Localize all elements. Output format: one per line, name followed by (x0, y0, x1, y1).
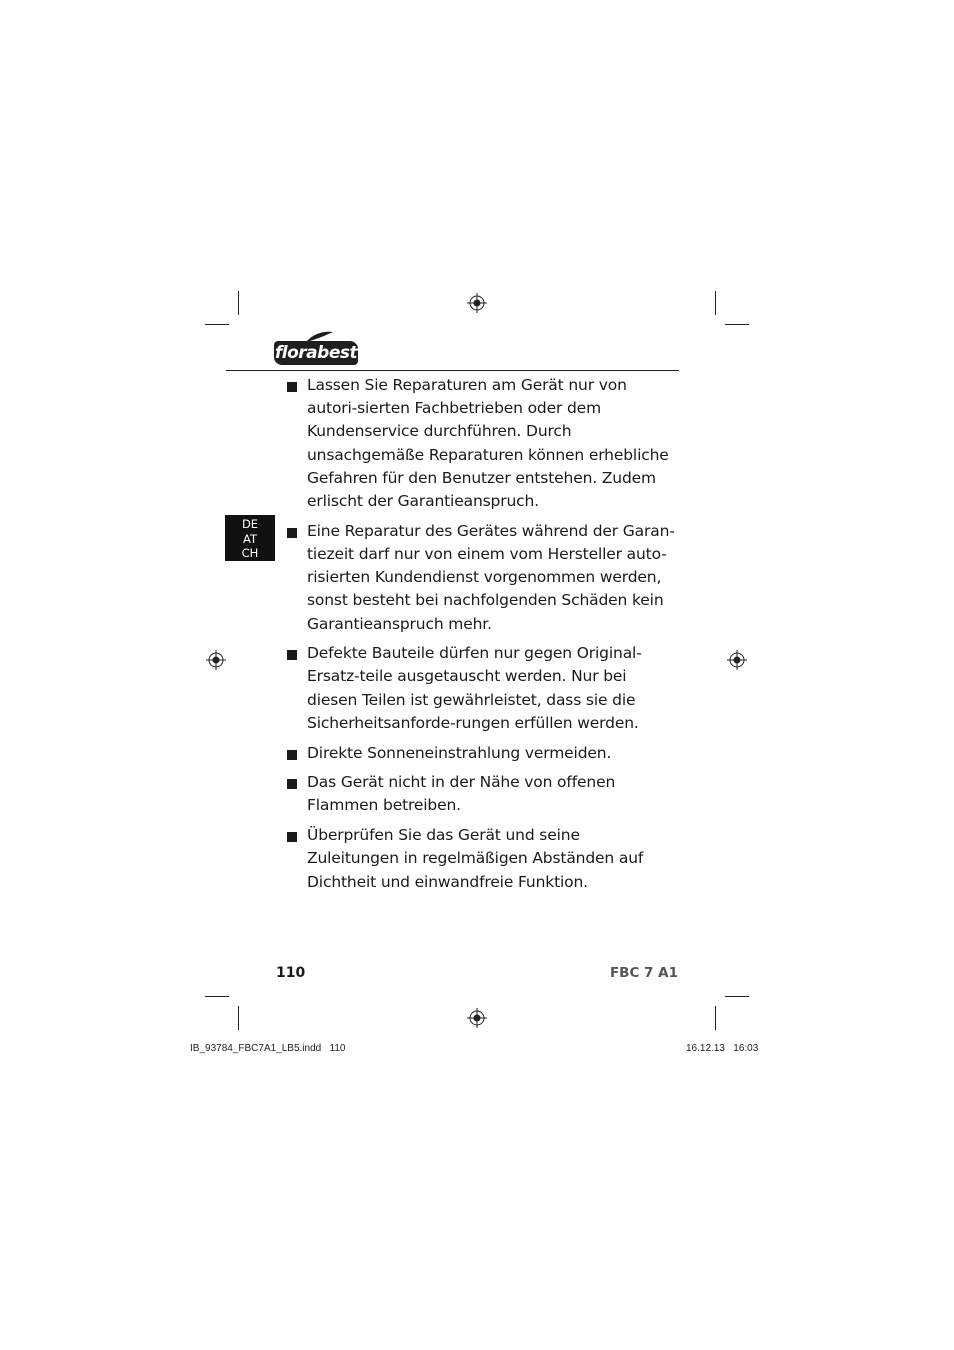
list-item (286, 771, 676, 817)
slug-datetime: 16.12.13 16:03 (686, 1043, 759, 1054)
bullet-text: Direkte Sonneneinstrahlung vermeiden. (307, 743, 612, 762)
list-item (286, 374, 676, 513)
language-code: AT (243, 531, 257, 546)
bullet-square-icon (287, 832, 297, 842)
bullet-text: Defekte Bauteile dürfen nur gegen Original-Ersatz-teile ausgetauscht werden. Nur bei diesen Teilen ist gewährleistet, dass sie die Sicherheitsanforde-rungen erfüllen werden. (307, 644, 642, 732)
bullet-square-icon (287, 650, 297, 660)
slug-file-info: IB_93784_FBC7A1_LB5.indd 110 (190, 1043, 346, 1054)
list-item (286, 520, 676, 636)
bullet-text: Eine Reparatur des Gerätes während der Garan-tiezeit darf nur von einem vom Hersteller auto-risierten Kundendienst vorgenommen werden, sonst besteht bei nachfolgenden Schäden kein Garantieanspruch mehr. (307, 521, 675, 633)
registration-mark-icon (727, 650, 747, 670)
page-number: 110 (276, 965, 306, 981)
registration-mark-icon (467, 293, 487, 313)
crop-mark-bottom-left-v (238, 1006, 239, 1030)
brand-logo (274, 331, 360, 367)
safety-bullet-list (286, 374, 676, 900)
logo-wordmark: florabest (274, 343, 358, 363)
crop-mark-bottom-left-h (205, 996, 229, 997)
crop-mark-top-left-h (205, 324, 229, 325)
bullet-square-icon (287, 382, 297, 392)
bullet-text: Das Gerät nicht in der Nähe von offenen Flammen betreiben. (307, 773, 616, 815)
language-code: DE (241, 517, 259, 531)
bullet-square-icon (287, 750, 297, 760)
registration-mark-icon (467, 1008, 487, 1028)
list-item (286, 742, 676, 765)
registration-mark-icon (206, 650, 226, 670)
bullet-text: Lassen Sie Reparaturen am Gerät nur von autori-sierten Fachbetrieben oder dem Kundenservice durchführen. Durch unsachgemäße Reparaturen können erhebliche Gefahren für den Benutzer entstehen. Zudem erlischt der Garantieanspruch. (307, 376, 669, 511)
bullet-text: Überprüfen Sie das Gerät und seine Zuleitungen in regelmäßigen Abständen auf Dichtheit und einwandfreie Funktion. (307, 826, 644, 891)
crop-mark-top-left-v (238, 291, 239, 315)
language-tab (225, 515, 275, 561)
language-code: CH (241, 546, 259, 560)
list-item (286, 824, 676, 894)
crop-mark-top-right-v (715, 291, 716, 315)
bullet-square-icon (287, 528, 297, 538)
header-rule (226, 370, 679, 371)
crop-mark-top-right-h (725, 324, 749, 325)
model-number: FBC 7 A1 (609, 965, 678, 981)
list-item (286, 642, 676, 735)
bullet-square-icon (287, 779, 297, 789)
crop-mark-bottom-right-v (715, 1006, 716, 1030)
crop-mark-bottom-right-h (725, 996, 749, 997)
